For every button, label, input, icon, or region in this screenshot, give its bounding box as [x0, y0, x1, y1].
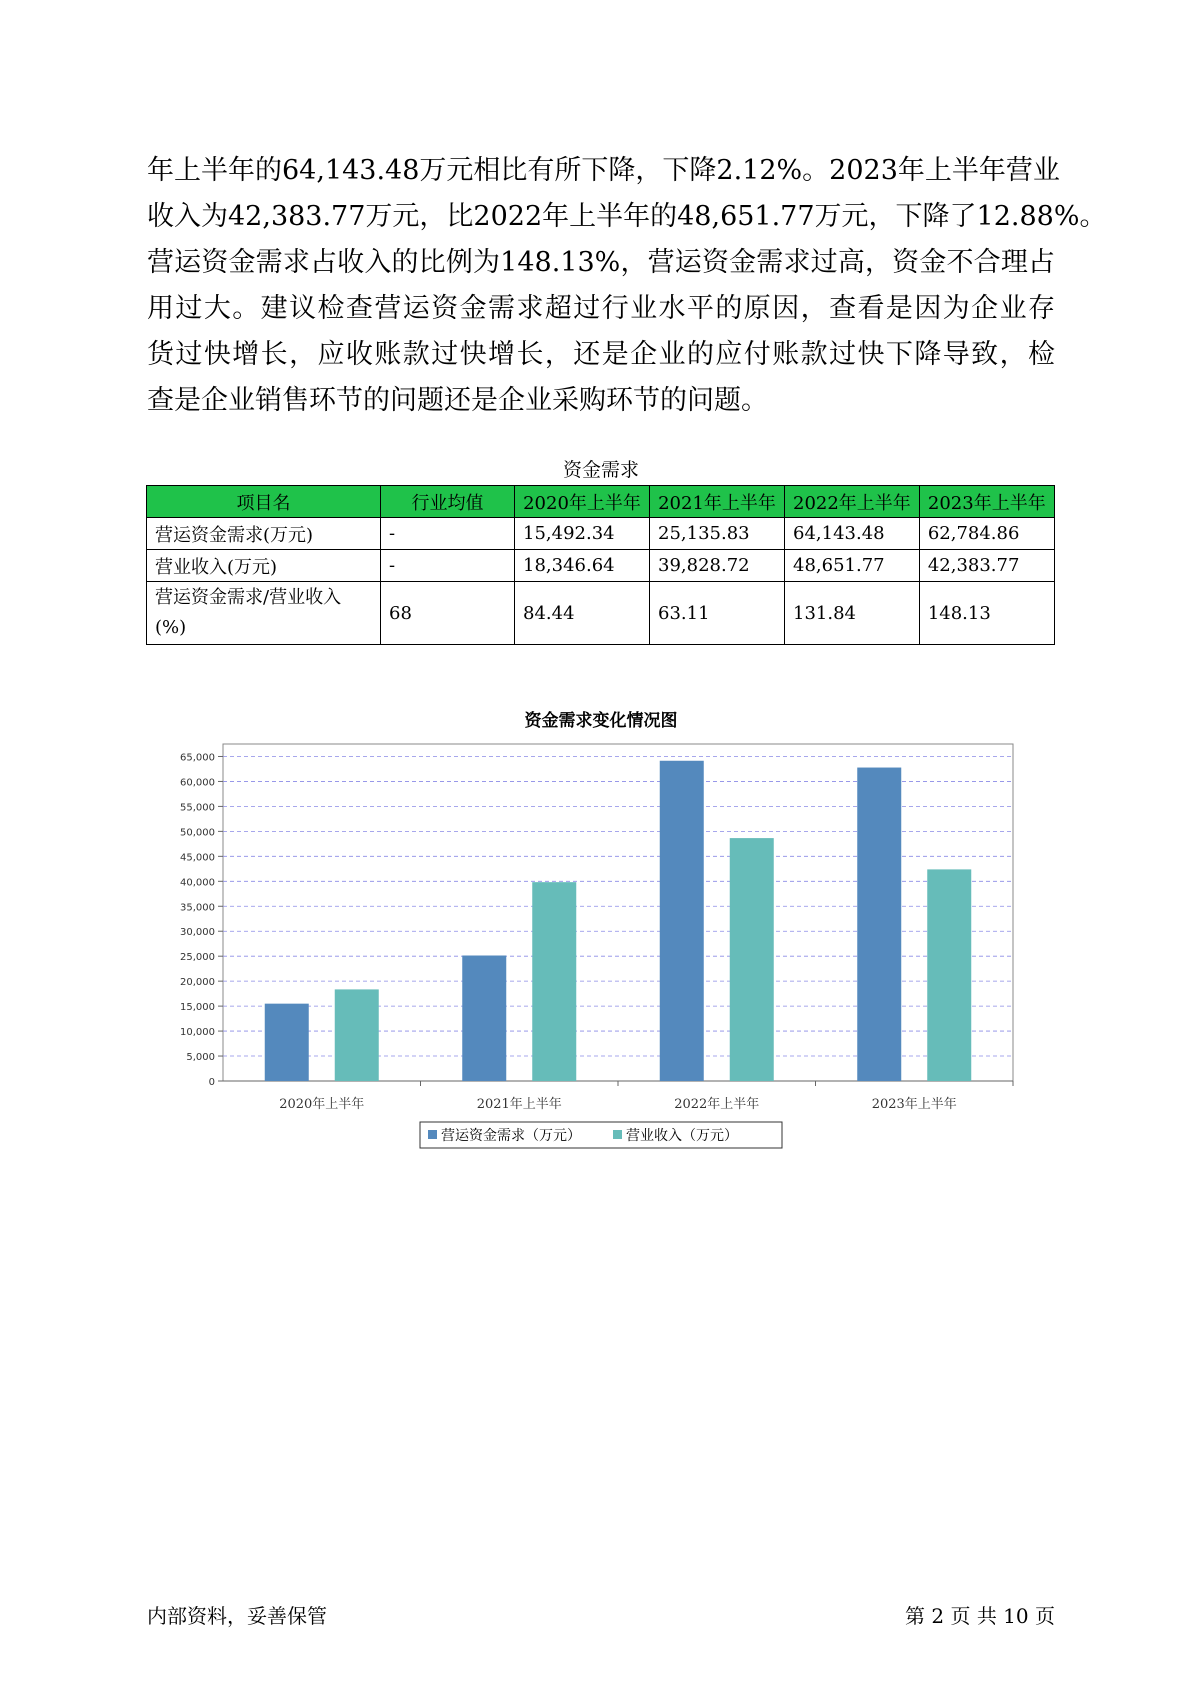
- column-header: 行业均值: [381, 486, 515, 518]
- table-cell: 营运资金需求(万元): [147, 518, 381, 550]
- x-tick-label: 2021年上半年: [476, 1097, 562, 1112]
- table-cell: 营业收入(万元): [147, 550, 381, 582]
- column-header: 项目名: [147, 486, 381, 518]
- bar: [660, 761, 704, 1081]
- y-tick-label: 50,000: [180, 827, 215, 839]
- legend-label: 营运资金需求（万元）: [441, 1128, 581, 1144]
- y-tick-label: 35,000: [180, 902, 215, 914]
- column-header: 2021年上半年: [650, 486, 785, 518]
- y-tick-label: 25,000: [180, 952, 215, 964]
- y-tick-label: 10,000: [180, 1027, 215, 1039]
- table-cell: -: [381, 550, 515, 582]
- table-row: [147, 582, 1055, 645]
- legend-swatch: [428, 1130, 437, 1139]
- y-tick-label: 45,000: [180, 852, 215, 864]
- table-cell: 营运资金需求/营业收入(%): [147, 582, 381, 645]
- column-header: 2023年上半年: [919, 486, 1054, 518]
- bar: [730, 838, 774, 1081]
- y-tick-label: 20,000: [180, 977, 215, 989]
- table-caption: 资金需求: [562, 459, 639, 481]
- paragraph-line: 查是企业销售环节的问题还是企业采购环节的问题。: [147, 385, 768, 416]
- footer-note: 内部资料，妥善保管: [147, 1604, 327, 1628]
- y-tick-label: 0: [208, 1077, 215, 1088]
- column-header: 2022年上半年: [785, 486, 920, 518]
- table-cell: 131.84: [785, 582, 920, 645]
- bar: [857, 768, 901, 1081]
- x-tick-label: 2022年上半年: [674, 1097, 760, 1112]
- legend-swatch: [613, 1130, 622, 1139]
- bar: [462, 956, 506, 1081]
- table-cell: 42,383.77: [919, 550, 1054, 582]
- table-row: [147, 518, 1055, 550]
- bar: [265, 1004, 309, 1081]
- paragraph-line: 年上半年的64,143.48万元相比有所下降，下降2.12%。2023年上半年营业: [147, 155, 1060, 186]
- table-row: [147, 550, 1055, 582]
- table-cell: 48,651.77: [785, 550, 920, 582]
- bar: [532, 882, 576, 1081]
- table-cell: 64,143.48: [785, 518, 920, 550]
- y-tick-label: 40,000: [180, 877, 215, 889]
- table-cell: 15,492.34: [515, 518, 650, 550]
- y-tick-label: 30,000: [180, 927, 215, 939]
- table-cell: 39,828.72: [650, 550, 785, 582]
- page-number: 第 2 页 共 10 页: [905, 1604, 1055, 1628]
- table-cell: 18,346.64: [515, 550, 650, 582]
- y-tick-label: 5,000: [186, 1052, 215, 1064]
- y-tick-label: 15,000: [180, 1002, 215, 1014]
- paragraph-line: 营运资金需求占收入的比例为148.13%，营运资金需求过高，资金不合理占: [147, 247, 1055, 278]
- paragraph-line: 货过快增长，应收账款过快增长，还是企业的应付账款过快下降导致，检: [147, 339, 1055, 370]
- body-paragraph: [147, 148, 1107, 424]
- table-cell: 63.11: [650, 582, 785, 645]
- table-cell: 84.44: [515, 582, 650, 645]
- bar-chart: [147, 735, 1017, 1155]
- capital-demand-table: [146, 485, 1055, 645]
- y-tick-label: 55,000: [180, 802, 215, 814]
- table-cell: 68: [381, 582, 515, 645]
- paragraph-line: 收入为42,383.77万元，比2022年上半年的48,651.77万元，下降了12.88%。: [147, 201, 1107, 232]
- table-cell: 148.13: [919, 582, 1054, 645]
- legend-label: 营业收入（万元）: [626, 1128, 738, 1144]
- table-cell: 62,784.86: [919, 518, 1054, 550]
- bar: [335, 989, 379, 1081]
- paragraph-line: 用过大。建议检查营运资金需求超过行业水平的原因，查看是因为企业存: [147, 293, 1055, 324]
- y-tick-label: 60,000: [180, 777, 215, 789]
- chart-title: 资金需求变化情况图: [524, 711, 678, 731]
- x-tick-label: 2020年上半年: [279, 1097, 365, 1112]
- x-tick-label: 2023年上半年: [871, 1097, 957, 1112]
- table-cell: 25,135.83: [650, 518, 785, 550]
- table-cell: -: [381, 518, 515, 550]
- column-header: 2020年上半年: [515, 486, 650, 518]
- bar: [927, 869, 971, 1081]
- y-tick-label: 65,000: [180, 752, 215, 764]
- table-header-row: [147, 486, 1055, 518]
